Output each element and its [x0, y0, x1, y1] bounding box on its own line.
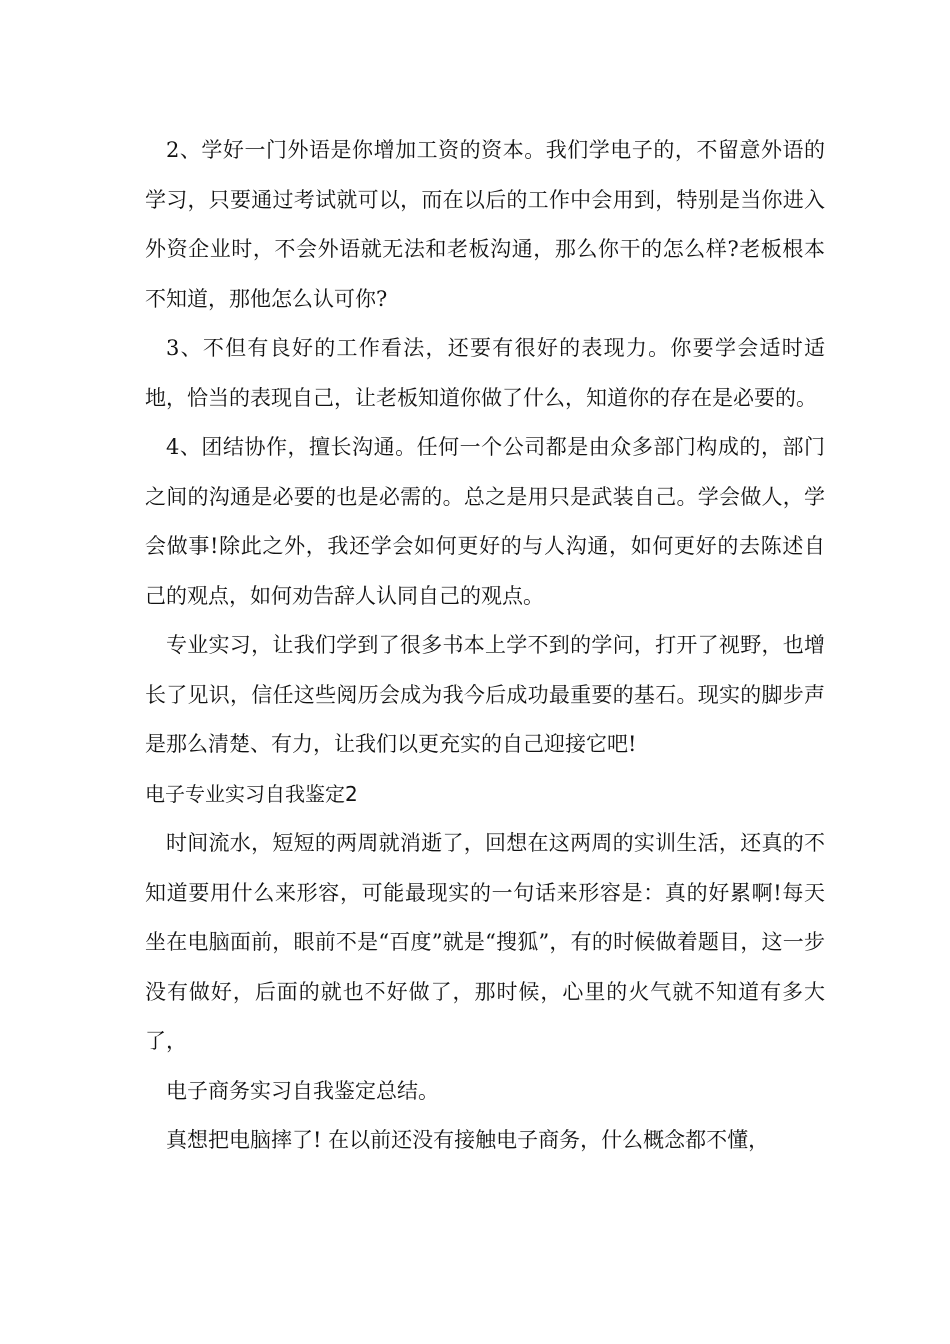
- paragraph-summary-line: 电子商务实习自我鉴定总结。: [166, 1078, 439, 1103]
- paragraph-foreign-language: 2、学好一门外语是你增加工资的资本。我们学电子的，不留意外语的学习，只要通过考试就可以，而在以后的工作中会用到，特别是当你进入外资企业时，不会外语就无法和老板沟通，那么你干的怎么样?老板根本不知道，那他怎么认可你?: [145, 138, 825, 311]
- paragraph-ecommerce: 真想把电脑摔了! 在以前还没有接触电子商务，什么概念都不懂，: [166, 1128, 770, 1152]
- document-body: [145, 126, 825, 1166]
- paragraph-expression: 3、不但有良好的工作看法，还要有很好的表现力。你要学会适时适地，恰当的表现自己，让老板知道你做了什么，知道你的存在是必要的。: [145, 336, 825, 410]
- paragraph-teamwork: 4、团结协作，擅长沟通。任何一个公司都是由众多部门构成的，部门之间的沟通是必要的也是必需的。总之是用只是武装自己。学会做人，学会做事!除此之外，我还学会如何更好的与人沟通，如何更好的去陈述自己的观点，如何劝告辞人认同自己的观点。: [145, 435, 825, 608]
- section-title: 电子专业实习自我鉴定2: [145, 781, 358, 806]
- paragraph-training-life: 时间流水，短短的两周就消逝了，回想在这两周的实训生活，还真的不知道要用什么来形容，可能最现实的一句话来形容是：真的好累啊!每天坐在电脑面前，眼前不是“百度”就是“搜狐”，有的时候做着题目，这一步没有做好，后面的就也不好做了，那时候，心里的火气就不知道有多大了，: [145, 831, 825, 1053]
- paragraph-internship-summary: 专业实习，让我们学到了很多书本上学不到的学问，打开了视野，也增长了见识，信任这些阅历会成为我今后成功最重要的基石。现实的脚步声是那么清楚、有力，让我们以更充实的自己迎接它吧!: [145, 633, 825, 756]
